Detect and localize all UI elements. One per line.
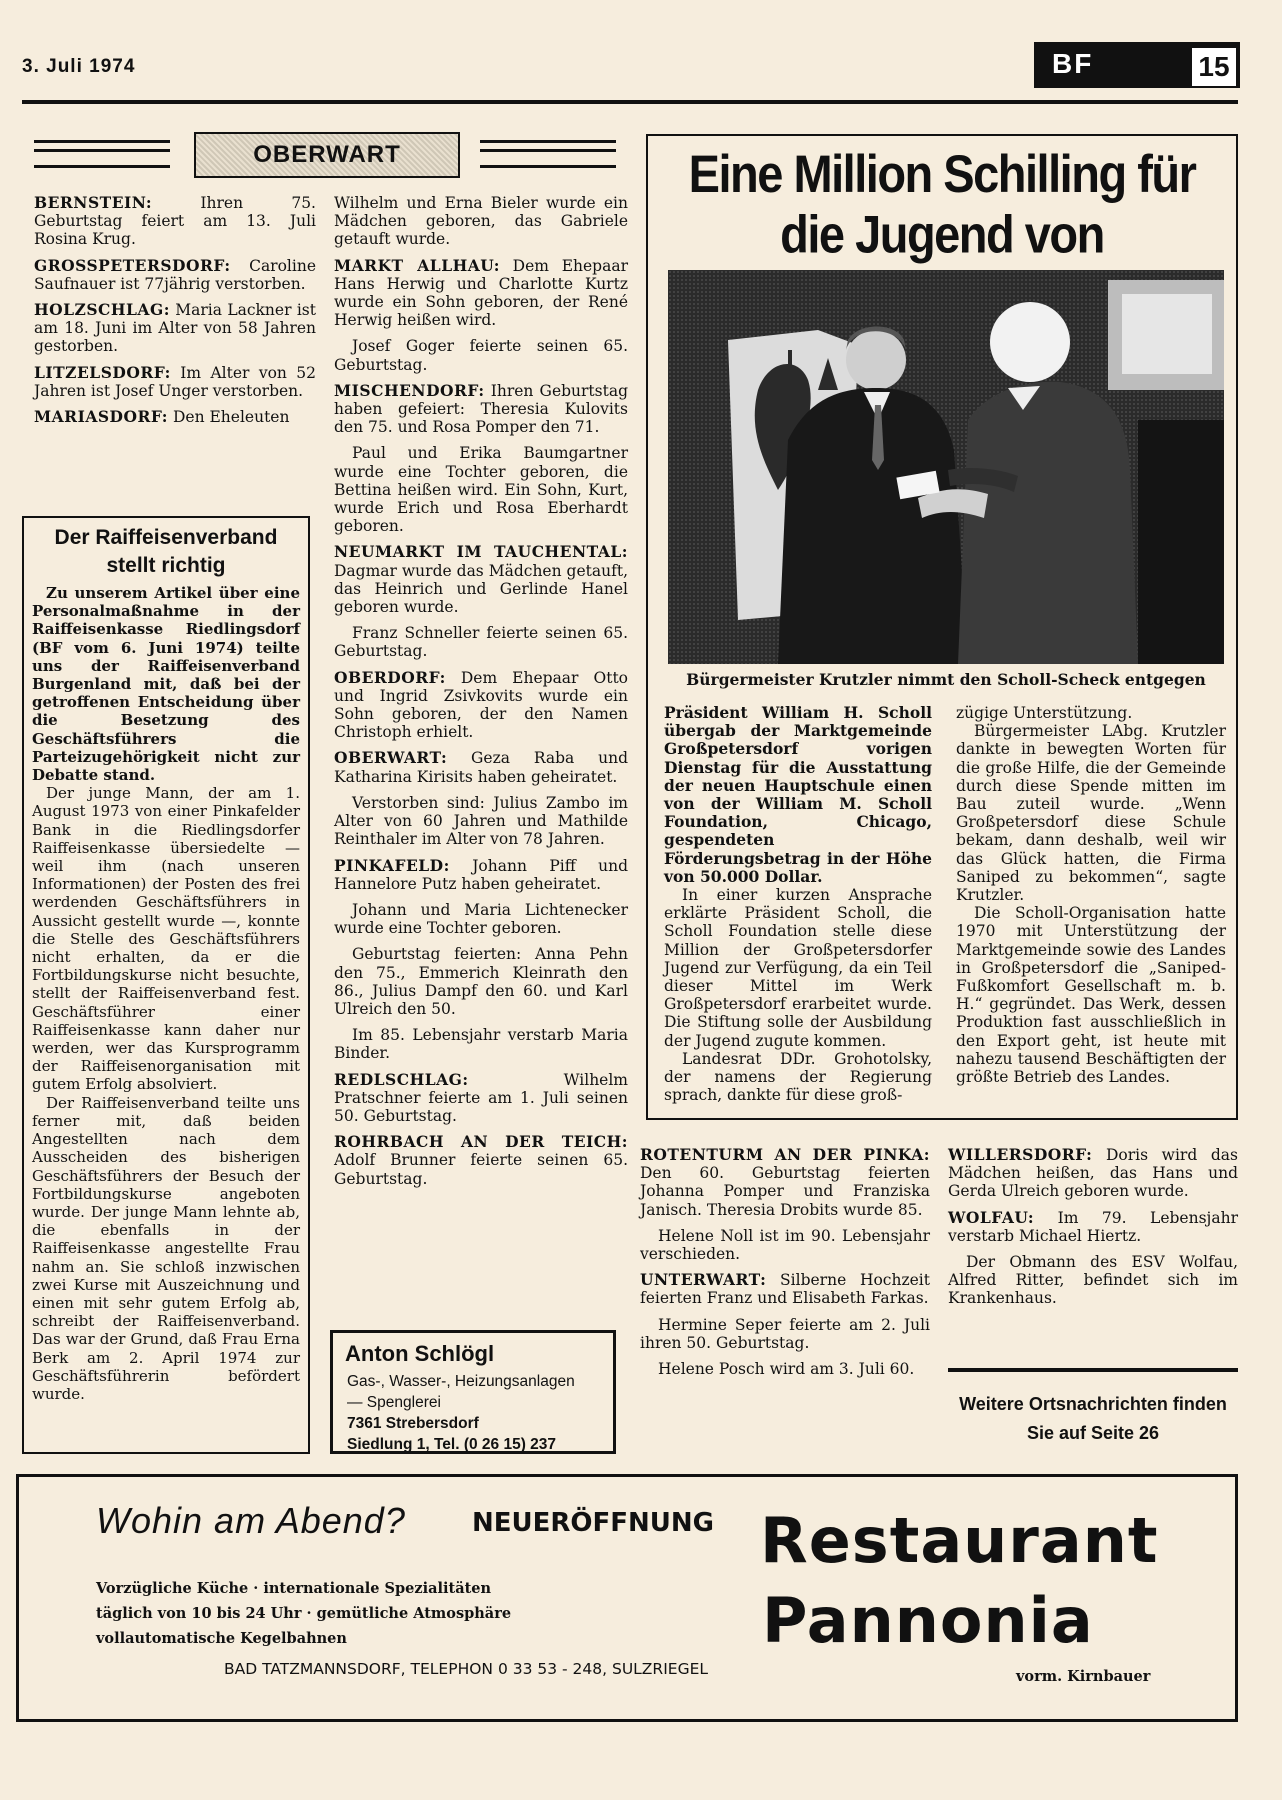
place-name: MISCHENDORF: xyxy=(334,380,485,400)
ad-schloegl-line: — Spenglerei xyxy=(347,1394,441,1411)
feature-paragraph: In einer kurzen Ansprache erklärte Präsident Scholl, die Scholl Foundation stelle diese Million der Großpetersdorfer Jugend zur Verfügung, da ein Teil dieser Mittel im Werk Großpetersdorf erarbeitet wurde. Die Stiftung solle der Ausbildung der Jugend zugute kommen. xyxy=(664,886,932,1050)
place-name: LITZELSDORF: xyxy=(34,362,171,382)
paper-name: BF xyxy=(1052,48,1094,79)
news-item: REDLSCHLAG: Wilhelm Pratschner feierte am 1. Juli seinen 50. Geburtstag. xyxy=(334,1069,628,1125)
ad-details xyxy=(96,1576,511,1651)
news-item-extra: Paul und Erika Baumgartner wurde eine Tochter geboren, die Bettina heißen wird. Ein Sohn, Kurt, wurde Erich und Rosa Eberhardt geboren. xyxy=(334,444,628,536)
ad-schloegl-line: Gas-, Wasser-, Heizungsanlagen xyxy=(347,1373,575,1390)
ad-opening: NEUERÖFFNUNG xyxy=(472,1508,715,1538)
feature-lead: Präsident William H. Scholl übergab der Marktgemeinde Großpetersdorf vorigen Dienstag für die Ausstattung der neuen Hauptschule einen von der William M. Scholl Foundation, Chicago, gespendeten Förderungsbetrag in der Höhe von 50.000 Dollar. xyxy=(664,703,932,886)
news-item: GROSSPETERSDORF: Caroline Saufnauer ist 77jährig verstorben. xyxy=(34,255,316,293)
news-item: OBERDORF: Dem Ehepaar Otto und Ingrid Zsivkovits wurde ein Sohn geboren, der den Namen Christoph erhielt. xyxy=(334,667,628,742)
news-item: MARIASDORF: Den Eheleuten xyxy=(34,407,290,427)
news-item: ROTENTURM AN DER PINKA: Den 60. Geburtstag feierten Johanna Pomper und Franziska Janisch. Theresia Drobits wurde 85. xyxy=(640,1145,930,1219)
news-item-extra: Helene Noll ist im 90. Lebensjahr verschieden. xyxy=(640,1226,930,1264)
ad-question: Wohin am Abend? xyxy=(96,1500,406,1541)
place-name: ROHRBACH AN DER TEICH: xyxy=(334,1132,628,1152)
ad-schloegl-name: Anton Schlögl xyxy=(345,1341,495,1366)
photo-caption: Bürgermeister Krutzler nimmt den Scholl-Scheck entgegen xyxy=(686,670,1206,689)
place-name: HOLZSCHLAG: xyxy=(34,300,170,320)
section-label: OBERWART xyxy=(194,132,460,178)
news-item: HOLZSCHLAG: Maria Lackner ist am 18. Juni im Alter von 58 Jahren gestorben. xyxy=(34,300,316,356)
section-ornament-right xyxy=(480,140,616,168)
news-item: MISCHENDORF: Ihren Geburtstag haben gefeiert: Theresia Kulovits den 75. und Rosa Pomper den 71. xyxy=(334,380,628,437)
restaurant-name-2: Pannonia xyxy=(762,1584,1094,1657)
news-item: PINKAFELD: Johann Piff und Hannelore Putz haben geheiratet. xyxy=(334,855,628,893)
feature-paragraph: Bürgermeister LAbg. Krutzler dankte in bewegten Worten für die große Hilfe, die der Gemeinde durch diese Spende mitten im Bau zuteil wurde. „Wenn Großpetersdorf diese Schule bekam, dann deshalb, weil wir das Glück hatten, die Firma Saniped zu bekommen“, sagte Krutzler. xyxy=(956,722,1226,905)
news-item: NEUMARKT IM TAUCHENTAL: Dagmar wurde das Mädchen getauft, das Heinrich und Gerlinde Hanel geboren wurde. xyxy=(334,542,628,617)
place-name: WOLFAU: xyxy=(948,1207,1035,1227)
section-ornament-left xyxy=(34,140,170,168)
restaurant-former: vorm. Kirnbauer xyxy=(1016,1668,1151,1685)
news-item-extra: Johann und Maria Lichtenecker wurde eine Tochter geboren. xyxy=(334,900,628,938)
place-name: MARIASDORF: xyxy=(34,407,169,427)
place-name: GROSSPETERSDORF: xyxy=(34,255,231,275)
raiffeisen-title: Der Raiffeisenverband stellt richtig xyxy=(54,526,278,577)
news-item-extra: Franz Schneller feierte seinen 65. Geburtstag. xyxy=(334,624,628,661)
news-item: LITZELSDORF: Im Alter von 52 Jahren ist Josef Unger verstorben. xyxy=(34,362,316,400)
news-item: ROHRBACH AN DER TEICH: Adolf Brunner feierte seinen 65. Geburtstag. xyxy=(334,1132,628,1188)
news-item-extra: Der Obmann des ESV Wolfau, Alfred Ritter, befindet sich im Krankenhaus. xyxy=(948,1253,1238,1308)
feature-paragraph: Landesrat DDr. Grohotolsky, der namens der Regierung sprach, dankte für diese groß- xyxy=(664,1049,932,1105)
column-3 xyxy=(640,1146,930,1386)
news-item: OBERWART: Geza Raba und Katharina Kirisits haben geheiratet. xyxy=(334,748,628,786)
place-name: MARKT ALLHAU: xyxy=(334,255,500,275)
place-name: OBERWART: xyxy=(334,748,448,768)
feature-column-2 xyxy=(956,704,1226,1086)
news-item-extra: Helene Posch wird am 3. Juli 60. xyxy=(658,1360,915,1379)
news-item: WILLERSDORF: Doris wird das Mädchen heißen, das Hans und Gerda Ulreich geboren wurde. xyxy=(948,1145,1238,1201)
header-rule xyxy=(22,100,1238,104)
ad-detail-line: täglich von 10 bis 24 Uhr · gemütliche Atmosphäre xyxy=(96,1605,512,1622)
place-name: REDLSCHLAG: xyxy=(334,1069,469,1089)
place-name: ROTENTURM AN DER PINKA: xyxy=(640,1145,930,1164)
ad-schloegl-line: Siedlung 1, Tel. (0 26 15) 237 xyxy=(347,1436,557,1453)
feature-photo xyxy=(668,270,1224,664)
place-name: PINKAFELD: xyxy=(334,855,450,875)
news-item: Wilhelm und Erna Bieler wurde ein Mädchen geboren, das Gabriele getauft wurde. xyxy=(334,194,628,249)
raiffeisen-lead: Zu unserem Artikel über eine Personalmaßnahme in der Raiffeisenkasse Riedlingsdorf (BF vom 6. Juni 1974) teilte uns der Raiffeisenverband Burgenland mit, daß bei der getroffenen Entscheidung über die Besetzung des Geschäftsführers die Parteizugehörigkeit nicht zur Debatte stand. xyxy=(32,584,300,785)
place-name: WILLERSDORF: xyxy=(948,1145,1093,1164)
news-item-extra: Im 85. Lebensjahr verstarb Maria Binder. xyxy=(334,1026,628,1063)
ad-schloegl-line: 7361 Strebersdorf xyxy=(347,1415,479,1432)
feature-paragraph: zügige Unterstützung. xyxy=(956,704,1133,722)
place-name: BERNSTEIN: xyxy=(34,193,153,212)
news-item-extra: Josef Goger feierte seinen 65. Geburtstag. xyxy=(334,337,628,374)
ad-schloegl xyxy=(330,1330,616,1454)
feature-headline: Eine Million Schilling für die Jugend von xyxy=(688,144,1196,264)
news-item-extra: Hermine Seper feierte am 2. Juli ihren 50. Geburtstag. xyxy=(640,1315,930,1352)
feature-column-1 xyxy=(664,704,932,1104)
place-name: UNTERWART: xyxy=(640,1270,767,1290)
raiffeisen-paragraph: Der junge Mann, der am 1. August 1973 von einer Pinkafelder Bank in die Riedlingsdorfer Raiffeisenkasse übersiedelte — weil ihm (nach unseren Informationen) der Posten des frei werdenden Geschäftsführers in Aussicht gestellt wurde —, konnte die Stelle des Geschäftsführers nicht erhalten, da er die Fortbildungskurse nicht besuchte, stellt der Raiffeisenverband fest. Geschäftsführer einer Raiffeisenkasse kann daher nur werden, wer das Kursprogramm der Raiffeisenorganisation mit gutem Erfolg absolviert. xyxy=(32,784,300,1094)
feature-paragraph: Die Scholl-Organisation hatte 1970 mit Unterstützung der Marktgemeinde sowie des Landes in Großpetersdorf die „Saniped-Fußkomfort Gesellschaft m. b. H.“ gegründet. Das Werk, dessen Produktion fast ausschließlich in den Export geht, ist heute mit nahezu tausend Beschäftigten der größte Betrieb des Landes. xyxy=(956,904,1226,1087)
news-item-extra: Geburtstag feierten: Anna Pehn den 75., Emmerich Kleinrath den 86., Julius Dampf den 60. und Karl Ulreich den 50. xyxy=(334,945,628,1018)
ad-address: BAD TATZMANNSDORF, TELEPHON 0 33 53 - 248, SULZRIEGEL xyxy=(224,1660,709,1678)
page-number: 15 xyxy=(1190,46,1238,88)
ad-detail-line: Vorzügliche Küche · internationale Spezialitäten xyxy=(96,1580,492,1597)
issue-date: 3. Juli 1974 xyxy=(22,56,136,77)
more-news-box xyxy=(948,1368,1238,1474)
raiffeisen-text xyxy=(32,584,300,1403)
column-2-items xyxy=(334,257,628,1188)
news-item: UNTERWART: Silberne Hochzeit feierten Franz und Elisabeth Farkas. xyxy=(640,1270,930,1308)
ad-detail-line: vollautomatische Kegelbahnen xyxy=(96,1630,347,1647)
more-news-note: Weitere Ortsnachrichten finden Sie auf Seite 26 xyxy=(959,1394,1227,1443)
news-item: MARKT ALLHAU: Dem Ehepaar Hans Herwig und Charlotte Kurtz wurde ein Sohn geboren, der René Herwig heißen wird. xyxy=(334,255,628,330)
column-2 xyxy=(334,194,628,1196)
place-name: OBERDORF: xyxy=(334,667,446,687)
column-4 xyxy=(948,1146,1238,1316)
news-item: BERNSTEIN: Ihren 75. Geburtstag feiert am 13. Juli Rosina Krug. xyxy=(34,193,316,249)
place-name: NEUMARKT IM TAUCHENTAL: xyxy=(334,542,628,562)
restaurant-name-1: Restaurant xyxy=(760,1504,1159,1577)
news-item-extra: Verstorben sind: Julius Zambo im Alter von 60 Jahren und Mathilde Reinthaler im Alter von 78 Jahren. xyxy=(334,793,628,849)
raiffeisen-paragraph: Der Raiffeisenverband teilte uns ferner mit, daß beiden Angestellten nach dem Ausscheiden des bisherigen Geschäftsführers der Besuch der Fortbildungskurse angeboten wurde. Der junge Mann lehnte ab, die ebenfalls in der Raiffeisenkasse angestellte Frau nahm an. Sie schloß inzwischen zwei Kurse mit Auszeichnung und einen mit sehr gutem Erfolg ab, schreibt der Raiffeisenverband. Das war der Grund, daß Frau Erna Berk am 2. April 1974 zur Geschäftsführerin befördert wurde. xyxy=(32,1093,300,1403)
handshake-photo xyxy=(668,270,1224,664)
column-1 xyxy=(34,194,316,434)
news-item: WOLFAU: Im 79. Lebensjahr verstarb Michael Hiertz. xyxy=(948,1207,1238,1245)
